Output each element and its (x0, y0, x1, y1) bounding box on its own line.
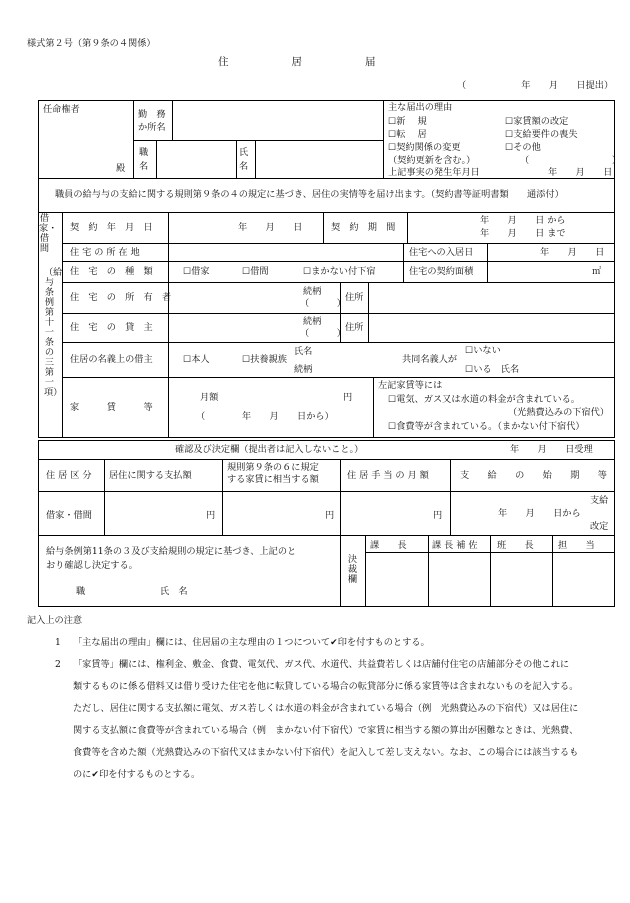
reason-renewal-note: （契約更新を含む。） (388, 155, 476, 166)
note-2-line-1: 「家賃等」欄には、権利金、敷金、食費、電気代、ガス代、水道代、共益費若しくは店舗付住宅の店舗部分その他これに (73, 659, 570, 670)
period-to[interactable]: 年 月 日 まで (480, 228, 566, 239)
deputy-chief-label: 課 長 補 佐 (432, 540, 478, 551)
note-2-number: 2 (55, 659, 61, 670)
period-from[interactable]: 年 月 日 から (480, 215, 566, 226)
lender-relation-field[interactable]: （ ） (300, 328, 346, 339)
person-in-charge-label: 担 当 (558, 540, 595, 551)
confirm-heading: 確認及び決定欄（提出者は記入しないこと。） (175, 444, 364, 455)
team-leader-seal[interactable] (491, 553, 551, 605)
rent-from-date[interactable]: （ 年 月 日から） (196, 411, 334, 422)
owner-relation-field[interactable]: （ ） (300, 298, 346, 309)
submit-date[interactable]: （ 年 月 日提出） (457, 80, 614, 91)
tenant-dependent-checkbox[interactable]: ☐扶養親族 (242, 354, 287, 365)
housing-type-label: 住 宅 の 種 類 (70, 266, 153, 277)
occurrence-date[interactable]: 年 月 日 (548, 167, 613, 178)
nominal-tenant-label: 住居の名義上の借主 (70, 354, 153, 365)
col-payment: 居住に関する支払額 (109, 470, 192, 481)
col-division: 住 居 区 分 (46, 470, 92, 481)
declaration-text: 職員の給与与の支給に関する規則第９条の４の規定に基づき、居住の実情等を届け出ます。（契約書等証明書類 通添付） (55, 189, 564, 200)
rent-includes-utility-checkbox[interactable]: ☐電気、ガス又は水道の料金が含まれている。 (388, 394, 580, 405)
contract-date-label: 契 約 年 月 日 (70, 222, 153, 233)
division-value: 借家・借間 (46, 510, 92, 521)
tenant-relation-label: 続柄 (294, 364, 313, 375)
contract-period-label: 契 約 期 間 (331, 222, 396, 233)
team-leader-label: 班 長 (497, 540, 534, 551)
area-unit: ㎡ (592, 266, 602, 277)
move-in-label: 住宅への入居日 (409, 247, 474, 258)
owner-address-label: 住所 (345, 292, 364, 303)
rent-monthly-label: 月額 (200, 392, 219, 403)
form-number: 様式第２号（第９条の４関係） (27, 38, 156, 49)
tenant-name-label: 氏名 (294, 346, 313, 357)
area-label: 住宅の契約面積 (409, 266, 474, 277)
allowance-yen: 円 (433, 510, 443, 521)
section-chief-seal[interactable] (366, 553, 427, 605)
reason-other-checkbox[interactable]: ☐その他 (505, 142, 541, 153)
notes-heading: 記入上の注意 (27, 615, 83, 626)
lender-address-label: 住所 (345, 322, 364, 333)
payment-yen: 円 (206, 510, 216, 521)
deputy-chief-seal[interactable] (429, 553, 489, 605)
rent-note-heading: 左記家賃等には (378, 380, 443, 391)
section-chief-label: 課 長 (370, 540, 407, 551)
type-room-checkbox[interactable]: ☐借間 (242, 266, 269, 277)
reason-transfer-checkbox[interactable]: ☐転 居 (388, 129, 427, 140)
lease-side-note: （給与条例第十一条の三第一項） (44, 267, 63, 398)
reason-heading: 主な届出の理由 (388, 102, 453, 113)
page-title: 住 居 届 (218, 56, 376, 68)
decision-text: 給与条例第11条の３及び支給規則の規定に基づき、上記のと おり確認し決定する。 (46, 546, 297, 571)
decision-post-label: 職 (76, 586, 86, 597)
reason-rent-change-checkbox[interactable]: ☐家賃額の改定 (505, 116, 569, 127)
tenant-self-checkbox[interactable]: ☐本人 (183, 354, 210, 365)
lease-side-label: 借家・借間 (39, 213, 58, 254)
note-2-line-2: 類するものに係る借料又は借り受けた住宅を他に転貸している場合の転貸部分に係る家賃等は含まれないものを記入する。 (73, 681, 579, 692)
co-tenant-none-checkbox[interactable]: ☐いない (465, 345, 501, 356)
rent-label: 家 賃 等 (70, 402, 153, 413)
note-1-text: 「主な届出の理由」欄には、住居届の主な理由の１つについて✔印を付すものとする。 (73, 637, 430, 648)
rule-yen: 円 (325, 510, 335, 521)
reason-new-checkbox[interactable]: ☐新 規 (388, 116, 427, 127)
note-2-line-6: のに✔印を付するものとする。 (73, 769, 201, 780)
honorific-label: 殿 (116, 163, 126, 174)
occurrence-date-label: 上記事実の発生年月日 (388, 167, 480, 178)
post-label: 職 名 (139, 147, 149, 172)
type-house-checkbox[interactable]: ☐借家 (183, 266, 210, 277)
rent-yen: 円 (343, 392, 353, 403)
reason-contract-change-checkbox[interactable]: ☐契約関係の変更 (388, 142, 461, 153)
owner-label: 住 宅 の 所 有 者 (70, 292, 172, 303)
decision-name-label: 氏 名 (160, 586, 188, 597)
rent-utility-subnote: （光熱費込みの下宿代） (508, 407, 610, 418)
address-label: 住 宅 の 所 在 地 (70, 247, 140, 258)
co-tenant-exists-checkbox[interactable]: ☐いる 氏名 (465, 364, 520, 375)
note-2-line-3: ただし、居住に関する支払額に電気、ガス若しくは水道の料金が含まれている場合（例 光熱費込みの下宿代）又は居住に (73, 703, 579, 714)
start-pay-label: 支給 (590, 495, 609, 506)
note-2-line-5: 食費等を含めた額（光熱費込みの下宿代又はまかない付下宿代）を記入して差し支えない。なお、この場合には該当するも (73, 747, 579, 758)
reason-requirement-loss-checkbox[interactable]: ☐支給要件の喪失 (505, 129, 578, 140)
lender-relation: 続柄 (303, 316, 322, 327)
lender-label: 住 宅 の 貸 主 (70, 322, 153, 333)
person-in-charge-seal[interactable] (553, 553, 613, 605)
decision-label: 決裁欄 (347, 554, 358, 585)
authority-label: 任命権者 (43, 104, 80, 115)
move-in-date[interactable]: 年 月 日 (540, 247, 605, 258)
col-allowance: 住 居 手 当 の 月 額 (347, 470, 429, 481)
start-date[interactable]: 年 月 日から (498, 508, 581, 519)
start-revise-label: 改定 (590, 521, 609, 532)
name-label: 氏 名 (239, 147, 249, 172)
note-2-line-4: 関する支払額に食費等が含まれている場合（例 まかない付下宿代）で家賃に相当する額の算出が困難なときは、光熱費、 (73, 725, 579, 736)
col-start: 支 給 の 始 期 等 (460, 470, 607, 481)
workplace-label: 勤 務 か所名 (138, 109, 166, 133)
owner-relation: 続柄 (303, 286, 322, 297)
co-tenant-label: 共同名義人が (402, 354, 458, 365)
col-rule: 規則第９条の６に規定 する家賃に相当する額 (227, 462, 319, 485)
type-board-checkbox[interactable]: ☐まかない付下宿 (303, 266, 376, 277)
reason-other-field[interactable]: （ ） (520, 155, 622, 166)
rent-includes-food-checkbox[interactable]: ☐食費等が含まれている。（まかない付下宿代） (388, 421, 585, 432)
note-1-number: 1 (55, 637, 61, 648)
received-date[interactable]: 年 月 日受理 (510, 444, 593, 455)
contract-date[interactable]: 年 月 日 (238, 222, 303, 233)
